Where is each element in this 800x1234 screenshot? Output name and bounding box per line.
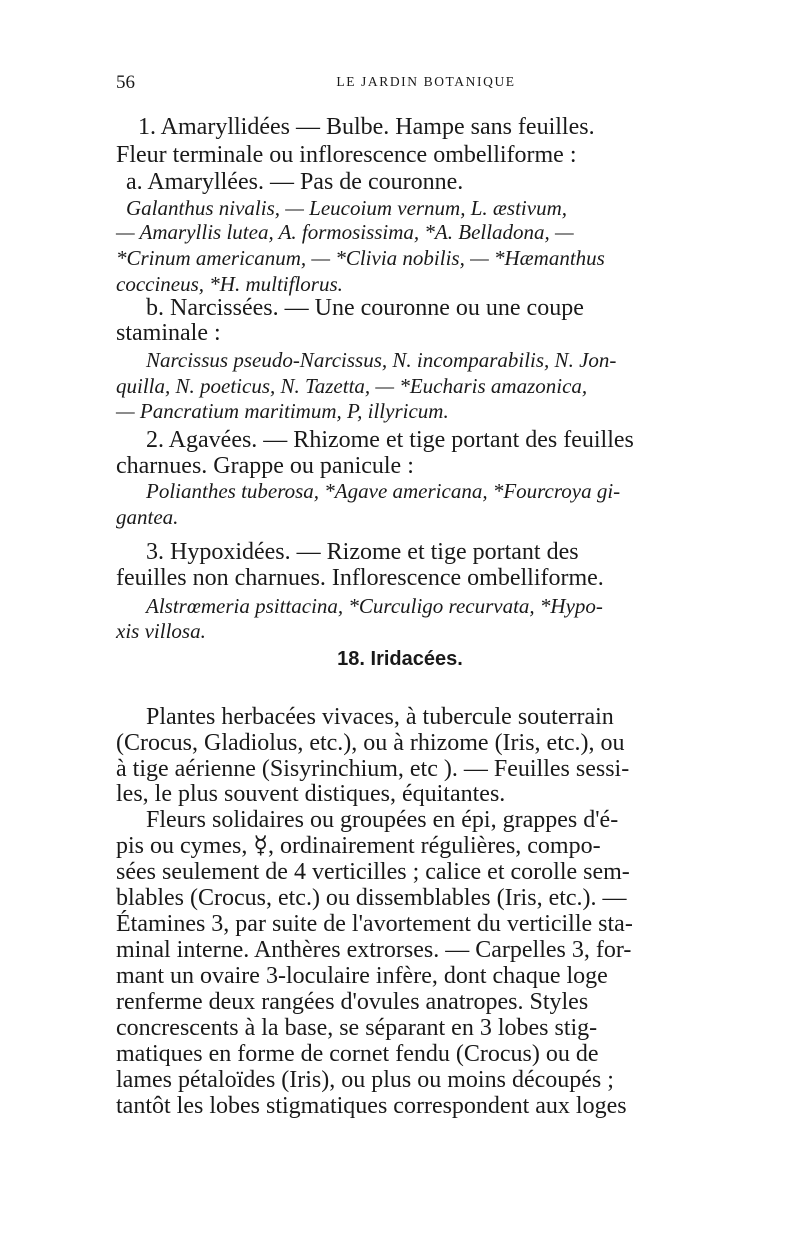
text-line: lames pétaloïdes (Iris), ou plus ou moins découpés ; bbox=[116, 1067, 614, 1093]
page-number: 56 bbox=[116, 72, 135, 93]
text-line: — Amaryllis lutea, A. formosissima, *A. Belladona, — bbox=[116, 220, 574, 244]
text-line: — Pancratium maritimum, P, illyricum. bbox=[116, 399, 449, 423]
text-line: les, le plus souvent distiques, équitantes. bbox=[116, 781, 506, 807]
text-line: (Crocus, Gladiolus, etc.), ou à rhizome (Iris, etc.), ou bbox=[116, 730, 625, 756]
text-line: minal interne. Anthères extrorses. — Carpelles 3, for- bbox=[116, 937, 632, 963]
text-line: Galanthus nivalis, — Leucoium vernum, L. æstivum, bbox=[126, 196, 567, 220]
text-line: Polianthes tuberosa, *Agave americana, *Fourcroya gi- bbox=[146, 479, 621, 503]
text-line: blables (Crocus, etc.) ou dissemblables (Iris, etc.). — bbox=[116, 885, 627, 911]
text-line: staminale : bbox=[116, 320, 221, 346]
text-line: tantôt les lobes stigmatiques correspondent aux loges bbox=[116, 1093, 627, 1119]
text-line: *Crinum americanum, — *Clivia nobilis, — *Hæmanthus bbox=[116, 246, 605, 270]
text-line: concrescents à la base, se séparant en 3 lobes stig- bbox=[116, 1015, 598, 1041]
text-line: mant un ovaire 3-loculaire infère, dont chaque loge bbox=[116, 963, 608, 989]
text-line: Alstrœmeria psittacina, *Curculigo recurvata, *Hypo- bbox=[146, 594, 603, 618]
text-line: renferme deux rangées d'ovules anatropes. Styles bbox=[116, 989, 589, 1015]
text-line: a. Amaryllées. — Pas de couronne. bbox=[126, 169, 464, 195]
text-line: 2. Agavées. — Rhizome et tige portant des feuilles bbox=[146, 427, 634, 453]
text-line: 1. Amaryllidées — Bulbe. Hampe sans feuilles. bbox=[138, 114, 595, 140]
text-line: 3. Hypoxidées. — Rizome et tige portant des bbox=[146, 539, 579, 565]
text-line: feuilles non charnues. Inflorescence ombelliforme. bbox=[116, 565, 604, 591]
section-heading: 18. Iridacées. bbox=[337, 648, 463, 670]
text-line: xis villosa. bbox=[116, 619, 206, 643]
text-line: b. Narcissées. — Une couronne ou une coupe bbox=[146, 295, 584, 321]
text-line: Plantes herbacées vivaces, à tubercule souterrain bbox=[146, 704, 614, 730]
text-line: Fleur terminale ou inflorescence ombelliforme : bbox=[116, 142, 577, 168]
text-line: Narcissus pseudo-Narcissus, N. incomparabilis, N. Jon- bbox=[146, 348, 617, 372]
text-line: charnues. Grappe ou panicule : bbox=[116, 453, 414, 479]
page-header bbox=[116, 72, 736, 92]
text-line: coccineus, *H. multiflorus. bbox=[116, 272, 343, 296]
text-line: pis ou cymes, ☿, ordinairement régulières, compo- bbox=[116, 833, 601, 859]
text-line: à tige aérienne (Sisyrinchium, etc ). — Feuilles sessi- bbox=[116, 756, 630, 782]
text-line: quilla, N. poeticus, N. Tazetta, — *Eucharis amazonica, bbox=[116, 374, 588, 398]
text-line: sées seulement de 4 verticilles ; calice et corolle sem- bbox=[116, 859, 630, 885]
text-line: matiques en forme de cornet fendu (Crocus) ou de bbox=[116, 1041, 599, 1067]
running-title: LE JARDIN BOTANIQUE bbox=[336, 74, 516, 89]
text-line: gantea. bbox=[116, 505, 179, 529]
text-line: Étamines 3, par suite de l'avortement du verticille sta- bbox=[116, 911, 633, 937]
text-line: Fleurs solidaires ou groupées en épi, grappes d'é- bbox=[146, 807, 619, 833]
